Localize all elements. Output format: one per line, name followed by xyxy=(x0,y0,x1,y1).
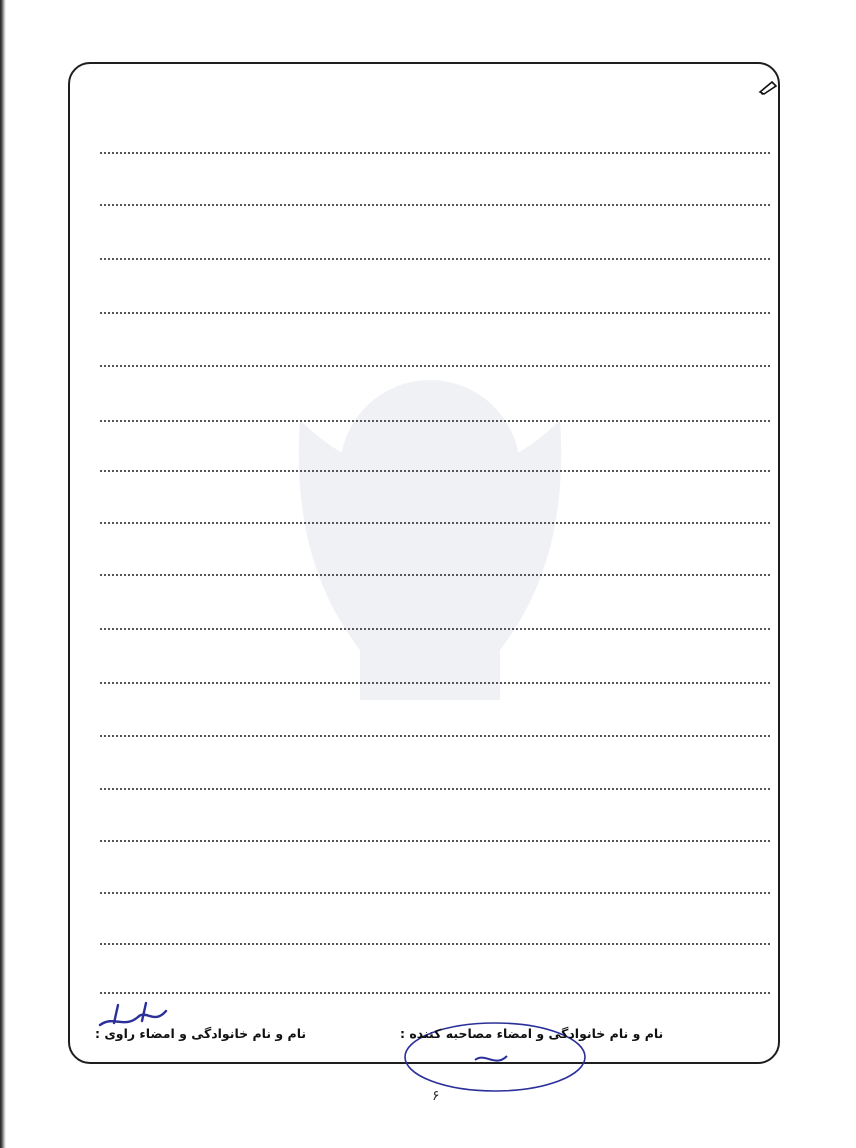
interviewer-signature-label: نام و نام خانوادگی و امضاء مصاحبه کننده : xyxy=(400,1026,664,1041)
ruled-line xyxy=(100,152,770,154)
ruled-line xyxy=(100,204,770,206)
ruled-line xyxy=(100,258,770,260)
ruled-line xyxy=(100,574,770,576)
ruled-line xyxy=(100,420,770,422)
ruled-line xyxy=(100,840,770,842)
ruled-line xyxy=(100,992,770,994)
page-frame xyxy=(68,62,780,1064)
ruled-line xyxy=(100,312,770,314)
ruled-line xyxy=(100,365,770,367)
ruled-line xyxy=(100,470,770,472)
scan-edge xyxy=(0,0,6,1148)
ruled-line xyxy=(100,892,770,894)
pen-icon xyxy=(758,78,780,96)
ruled-line xyxy=(100,943,770,945)
ruled-line xyxy=(100,788,770,790)
ruled-line xyxy=(100,735,770,737)
page-number: ۶ xyxy=(432,1088,440,1104)
ruled-line xyxy=(100,628,770,630)
ruled-line xyxy=(100,522,770,524)
narrator-signature-label: نام و نام خانوادگی و امضاء راوی : xyxy=(95,1026,307,1041)
ruled-line xyxy=(100,682,770,684)
